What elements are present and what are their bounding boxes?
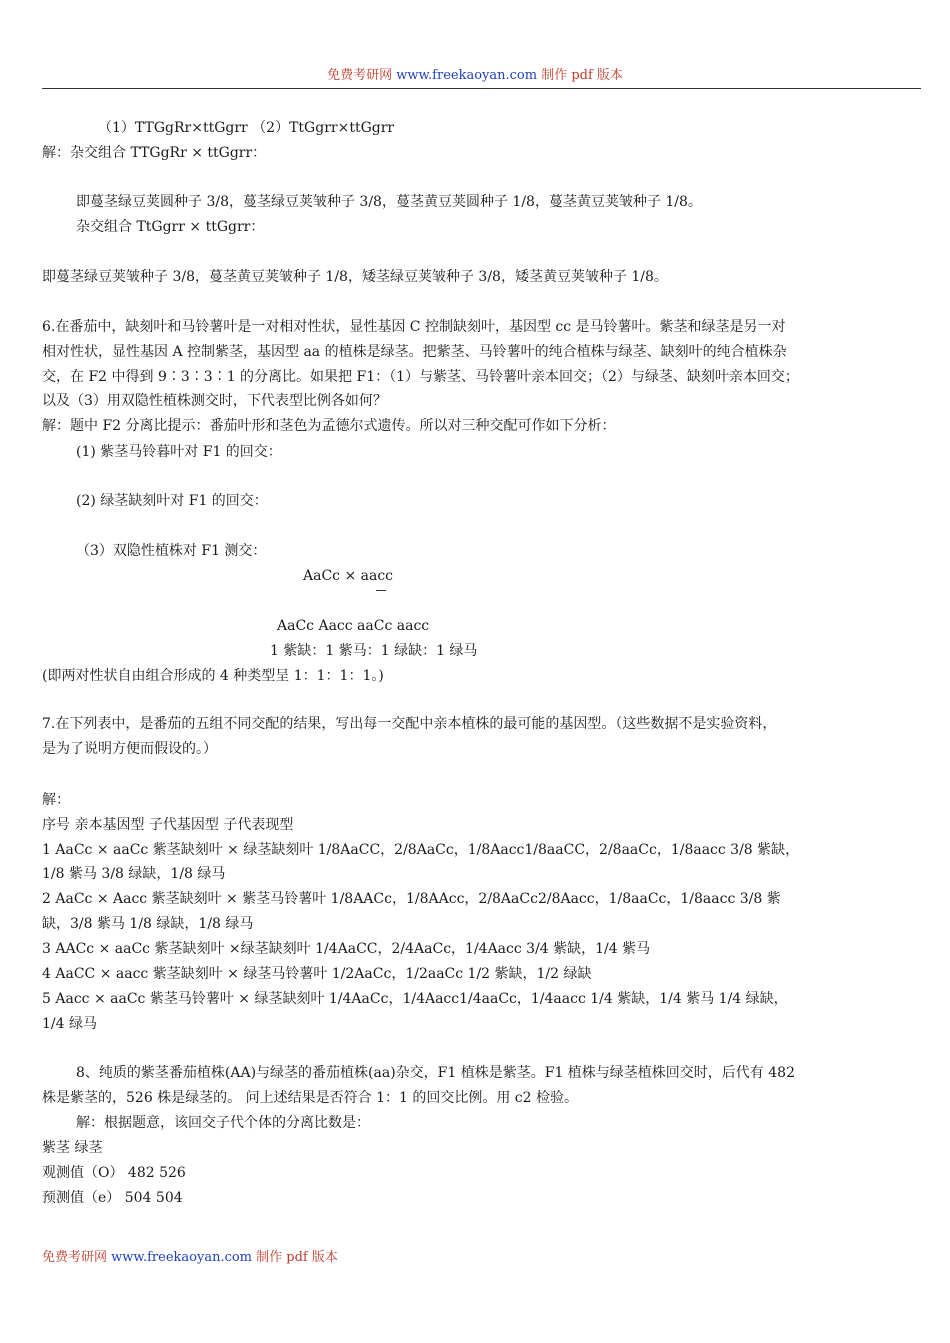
q8-line-2: 株是紫茎的，526 株是绿茎的。 问上述结果是否符合 1：1 的回交比例。用 c2 检验。 xyxy=(42,1090,578,1106)
q6-line-2: 相对性状，显性基因 A 控制紫茎，基因型 aa 的植株是绿茎。把紫茎、马铃薯叶的纯合植株与绿茎、缺刻叶的纯合植株杂 xyxy=(42,344,787,360)
crosses-line: （1）TTGgRr×ttGgrr （2）TtGgrr×ttGgrr xyxy=(98,120,395,136)
q6-answer: 解：题中 F2 分离比提示：番茄叶形和茎色为孟德尔式遗传。所以对三种交配可作如下分析： xyxy=(42,418,616,434)
answer-cross-1: 解：杂交组合 TTGgRr × ttGgrr： xyxy=(42,145,267,161)
q7-line-2: 是为了说明方便而假设的。） xyxy=(42,741,217,757)
table-row-5b: 1/4 绿马 xyxy=(42,1016,97,1032)
header-prefix: 免费考研网 xyxy=(327,68,397,83)
header-suffix: 制作 pdf 版本 xyxy=(537,68,623,83)
q6-line-4: 以及（3）用双隐性植株测交时，下代表型比例各如何？ xyxy=(42,393,387,409)
table-row-3: 3 AACc × aaCc 紫茎缺刻叶 ×绿茎缺刻叶 1/4AaCC，2/4AaCc，1/4Aacc 3/4 紫缺，1/4 紫马 xyxy=(42,941,651,957)
table-row-1b: 1/8 紫马 3/8 绿缺，1/8 绿马 xyxy=(42,866,226,882)
q8-expected: 预测值（e） 504 504 xyxy=(42,1190,183,1206)
q8-observed: 观测值（O） 482 526 xyxy=(42,1165,186,1181)
q8-columns: 紫茎 绿茎 xyxy=(42,1140,103,1156)
footer-site-link[interactable]: www.freekaoyan.com xyxy=(111,1250,253,1265)
q6-line-1: 6.在番茄中，缺刻叶和马铃薯叶是一对相对性状，显性基因 C 控制缺刻叶，基因型 cc 是马铃薯叶。紫茎和绿茎是另一对 xyxy=(42,319,786,335)
testcross-note: (即两对性状自由组合形成的 4 种类型呈 1：1：1：1。) xyxy=(42,668,384,684)
q6-testcross: （3）双隐性植株对 F1 测交： xyxy=(76,543,267,559)
table-row-2b: 缺，3/8 紫马 1/8 绿缺，1/8 绿马 xyxy=(42,916,254,932)
q6-line-3: 交，在 F2 中得到 9∶3∶3∶1 的分离比。如果把 F1：（1）与紫茎、马铃薯叶亲本回交；（2）与绿茎、缺刻叶亲本回交； xyxy=(42,369,799,385)
footer-prefix: 免费考研网 xyxy=(42,1250,112,1265)
testcross-offspring: AaCc Aacc aaCc aacc xyxy=(277,618,430,634)
table-row-2a: 2 AaCc × Aacc 紫茎缺刻叶 × 紫茎马铃薯叶 1/8AACc，1/8AAcc，2/8AaCc2/8Aacc，1/8aaCc，1/8aacc 3/8 紫 xyxy=(42,891,781,907)
q6-backcross-2: (2) 绿茎缺刻叶对 F1 的回交： xyxy=(76,493,268,509)
table-header: 序号 亲本基因型 子代基因型 子代表现型 xyxy=(42,817,294,833)
table-row-4: 4 AaCC × aacc 紫茎缺刻叶 × 绿茎马铃薯叶 1/2AaCc，1/2aaCc 1/2 紫缺，1/2 绿缺 xyxy=(42,966,592,982)
header-site-link[interactable]: www.freekaoyan.com xyxy=(396,68,538,83)
result-cross-1: 即蔓茎绿豆荚圆种子 3/8，蔓茎绿豆荚皱种子 3/8，蔓茎黄豆荚圆种子 1/8，蔓茎黄豆荚皱种子 1/8。 xyxy=(76,194,702,210)
table-row-1a: 1 AaCc × aaCc 紫茎缺刻叶 × 绿茎缺刻叶 1/8AaCC，2/8AaCc，1/8Aacc1/8aaCC，2/8aaCc，1/8aacc 3/8 紫缺， xyxy=(42,842,800,858)
page-header xyxy=(0,64,950,83)
q6-backcross-1: (1) 紫茎马铃暮叶对 F1 的回交： xyxy=(76,444,282,460)
q8-line-1: 8、纯质的紫茎番茄植株(AA)与绿茎的番茄植株(aa)杂交，F1 植株是紫茎。F1 植株与绿茎植株回交时，后代有 482 xyxy=(76,1065,795,1081)
q7-line-1: 7.在下列表中，是番茄的五组不同交配的结果，写出每一交配中亲本植株的最可能的基因型。（这些数据不是实验资料， xyxy=(42,716,777,732)
cross-underline xyxy=(376,590,386,591)
q8-answer: 解：根据题意，该回交子代个体的分离比数是： xyxy=(76,1115,370,1131)
answer-cross-2: 杂交组合 TtGgrr × ttGgrr： xyxy=(76,219,265,235)
testcross-ratio: 1 紫缺：1 紫马：1 绿缺：1 绿马 xyxy=(270,643,478,659)
testcross-parents: AaCc × aacc xyxy=(303,568,394,584)
header-divider xyxy=(42,88,921,89)
table-row-5a: 5 Aacc × aaCc 紫茎马铃薯叶 × 绿茎缺刻叶 1/4AaCc，1/4Aacc1/4aaCc，1/4aacc 1/4 紫缺，1/4 紫马 1/4 绿缺， xyxy=(42,991,788,1007)
q7-answer: 解： xyxy=(42,792,70,808)
page-footer xyxy=(42,1246,338,1265)
result-cross-2: 即蔓茎绿豆荚皱种子 3/8，蔓茎黄豆荚皱种子 1/8，矮茎绿豆荚皱种子 3/8，矮茎黄豆荚皱种子 1/8。 xyxy=(42,269,668,285)
footer-suffix: 制作 pdf 版本 xyxy=(252,1250,338,1265)
